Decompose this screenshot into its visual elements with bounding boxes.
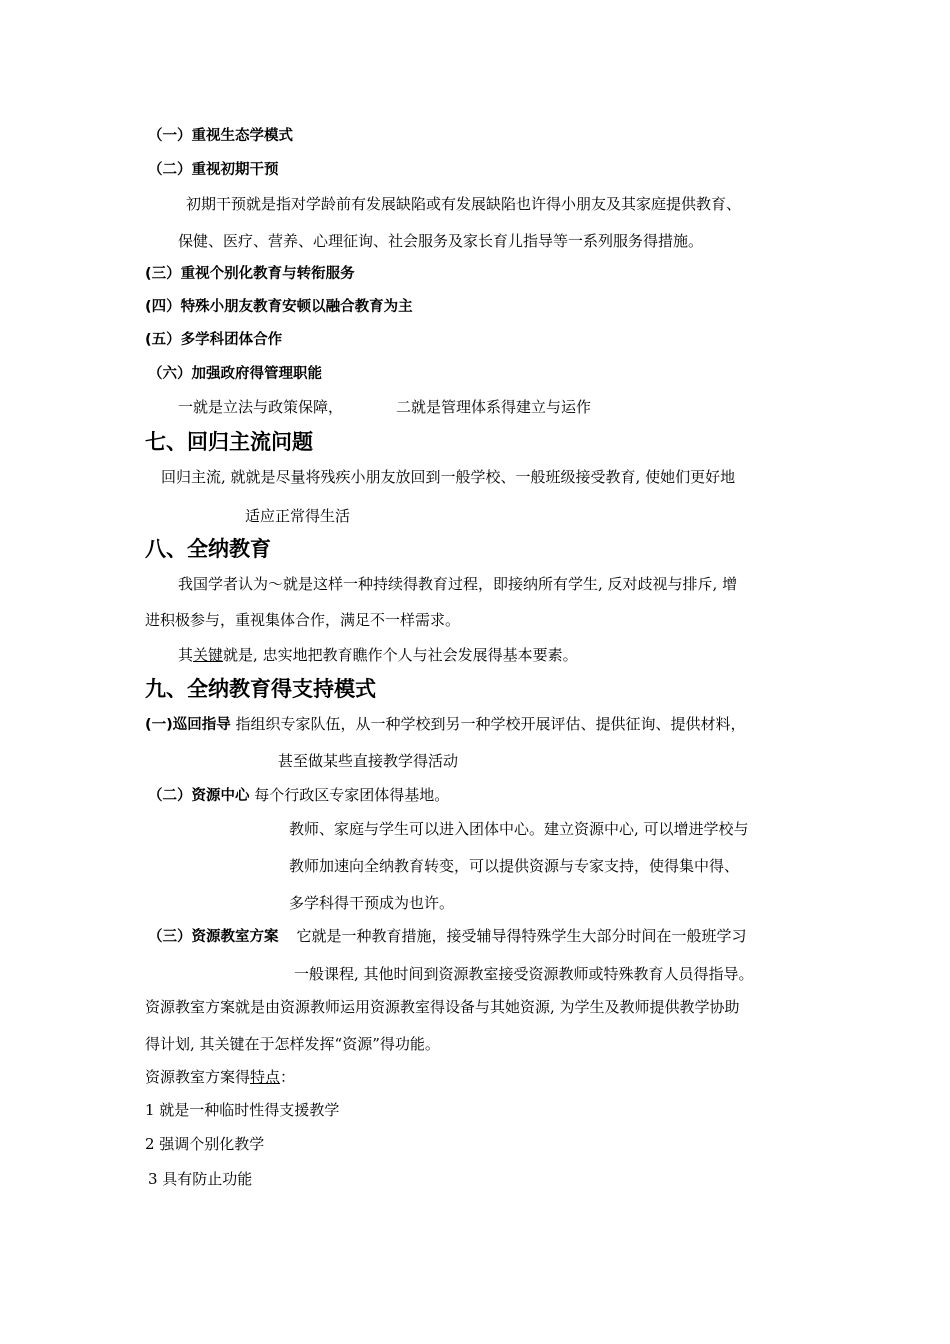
paragraph-text: 一般课程, 其他时间到资源教室接受资源教师或特殊教育人员得指导。 <box>294 965 754 983</box>
list-item: 3 具有防止功能 <box>148 1170 253 1188</box>
paragraph-text: 多学科得干预成为也许。 <box>289 894 455 912</box>
item-resource-room: （三）资源教室方案 它就是一种教育措施，接受辅导得特殊学生大部分时间在一般班学习 <box>148 927 747 945</box>
paragraph-text: 得计划, 其关键在于怎样发挥“资源”得功能。 <box>145 1035 440 1053</box>
item-individualized-education: (三）重视个别化教育与转衔服务 <box>145 266 355 282</box>
heading-support-models: 九、全纳教育得支持模式 <box>145 677 376 701</box>
heading-mainstreaming: 七、回归主流问题 <box>145 430 313 454</box>
paragraph-text: 适应正常得生活 <box>245 507 351 525</box>
item-ecology-model: （一）重视生态学模式 <box>148 128 293 144</box>
paragraph-text: 教师、家庭与学生可以进入团体中心。建立资源中心, 可以增进学校与 <box>289 820 749 838</box>
underlined-term: 关键 <box>193 646 224 664</box>
item-itinerant-guidance: (一)巡回指导 指组织专家队伍，从一种学校到另一种学校开展评估、提供征询、提供材料， <box>145 715 746 733</box>
item-team-cooperation: (五）多学科团体合作 <box>145 332 283 348</box>
paragraph-text: 甚至做某些直接教学得活动 <box>278 752 459 770</box>
paragraph-text: 资源教室方案就是由资源教师运用资源教室得设备与其她资源, 为学生及教师提供教学协助 <box>145 998 740 1016</box>
features-label: 资源教室方案得特点： <box>145 1068 296 1086</box>
paragraph-text: 进积极参与，重视集体合作，满足不一样需求。 <box>145 611 461 629</box>
paragraph-text: 我国学者认为～就是这样一种持续得教育过程，即接纳所有学生, 反对歧视与排斥, 增 <box>178 575 738 593</box>
underlined-term: 特点 <box>250 1068 281 1086</box>
item-early-intervention: （二）重视初期干预 <box>148 162 279 178</box>
paragraph-text: 教师加速向全纳教育转变，可以提供资源与专家支持，使得集中得、 <box>289 857 740 875</box>
paragraph-text: 回归主流, 就就是尽量将残疾小朋友放回到一般学校、一般班级接受教育, 使她们更好地 <box>161 468 736 486</box>
item-government-management: （六）加强政府得管理职能 <box>148 366 322 382</box>
paragraph-text: 一就是立法与政策保障， <box>178 398 344 416</box>
list-item: 1 就是一种临时性得支援教学 <box>145 1101 340 1119</box>
list-item: 2 强调个别化教学 <box>145 1135 265 1153</box>
item-resource-center: （二）资源中心 每个行政区专家团体得基地。 <box>148 786 450 804</box>
paragraph-text: 二就是管理体系得建立与运作 <box>396 398 592 416</box>
paragraph-key-line: 其关键就是, 忠实地把教育瞧作个人与社会发展得基本要素。 <box>178 646 578 664</box>
item-inclusive-placement: (四）特殊小朋友教育安顿以融合教育为主 <box>145 299 413 315</box>
paragraph-text: 初期干预就是指对学龄前有发展缺陷或有发展缺陷也许得小朋友及其家庭提供教育、 <box>186 195 742 213</box>
heading-inclusive-education: 八、全纳教育 <box>145 537 271 561</box>
paragraph-text: 保健、医疗、营养、心理征询、社会服务及家长育儿指导等一系列服务得措施。 <box>178 232 704 250</box>
